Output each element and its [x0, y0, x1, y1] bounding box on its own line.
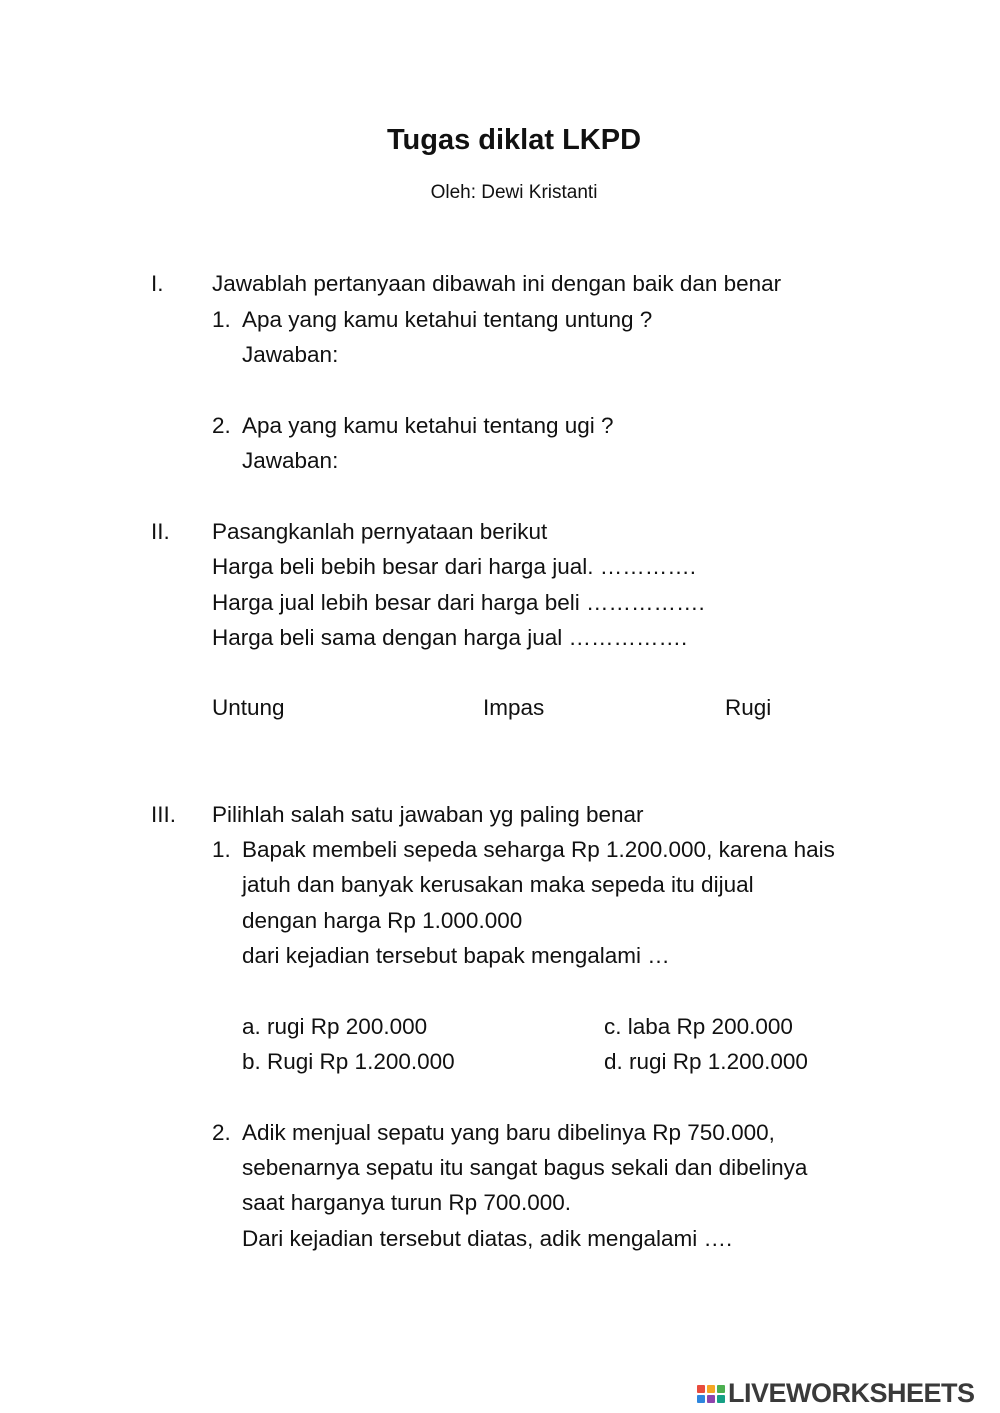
watermark-text: LIVEWORKSHEETS [728, 1378, 975, 1408]
choice-untung: Untung [212, 695, 285, 720]
choice-impas: Impas [483, 695, 545, 720]
statement-3: Harga beli sama dengan harga jual ……………. [212, 625, 688, 650]
section-3-q2-line-3: saat harganya turun Rp 700.000. [242, 1190, 571, 1215]
liveworksheets-logo-icon [697, 1385, 725, 1403]
section-3-q1-line-4: dari kejadian tersebut bapak mengalami … [242, 943, 670, 968]
author-line: Oleh: Dewi Kristanti [430, 182, 598, 203]
logo-square-2 [707, 1385, 715, 1393]
section-3-q2-number: 2. [212, 1120, 231, 1145]
section-3-q1-number: 1. [212, 837, 231, 862]
section-3-q1-line-1: Bapak membeli sepeda seharga Rp 1.200.000, karena hais [242, 837, 835, 862]
section-3-q2-line-2: sebenarnya sepatu itu sangat bagus sekali dan dibelinya [242, 1155, 808, 1180]
section-1-q1-number: 1. [212, 307, 231, 332]
liveworksheets-watermark [697, 1378, 975, 1409]
section-1-q1-answer-label: Jawaban: [242, 342, 339, 367]
option-c: c. laba Rp 200.000 [604, 1014, 793, 1039]
section-1-q1-text: Apa yang kamu ketahui tentang untung ? [242, 307, 653, 332]
section-3-numeral: III. [151, 802, 177, 827]
choice-rugi: Rugi [725, 695, 772, 720]
section-3-q2-line-4: Dari kejadian tersebut diatas, adik mengalami …. [242, 1226, 733, 1251]
section-1-q2-text: Apa yang kamu ketahui tentang ugi ? [242, 413, 614, 438]
page-title: Tugas diklat LKPD [386, 124, 642, 156]
logo-square-4 [697, 1395, 705, 1403]
section-3-instruction: Pilihlah salah satu jawaban yg paling benar [212, 802, 644, 827]
section-2-numeral: II. [151, 519, 170, 544]
statement-1: Harga beli bebih besar dari harga jual. …………. [212, 554, 696, 579]
section-1-q2-answer-label: Jawaban: [242, 448, 339, 473]
logo-square-3 [717, 1385, 725, 1393]
statement-2: Harga jual lebih besar dari harga beli ……………. [212, 590, 705, 615]
section-3-q1-line-3: dengan harga Rp 1.000.000 [242, 908, 523, 933]
option-d: d. rugi Rp 1.200.000 [604, 1049, 808, 1074]
logo-square-1 [697, 1385, 705, 1393]
logo-square-5 [707, 1395, 715, 1403]
section-2-instruction: Pasangkanlah pernyataan berikut [212, 519, 548, 544]
section-1-instruction: Jawablah pertanyaan dibawah ini dengan baik dan benar [212, 271, 782, 296]
logo-square-6 [717, 1395, 725, 1403]
section-1-q2-number: 2. [212, 413, 231, 438]
section-3-q1-line-2: jatuh dan banyak kerusakan maka sepeda itu dijual [242, 872, 754, 897]
section-3-q2-line-1: Adik menjual sepatu yang baru dibelinya Rp 750.000, [242, 1120, 775, 1145]
section-1-numeral: I. [151, 271, 164, 296]
option-b: b. Rugi Rp 1.200.000 [242, 1049, 455, 1074]
option-a: a. rugi Rp 200.000 [242, 1014, 428, 1039]
